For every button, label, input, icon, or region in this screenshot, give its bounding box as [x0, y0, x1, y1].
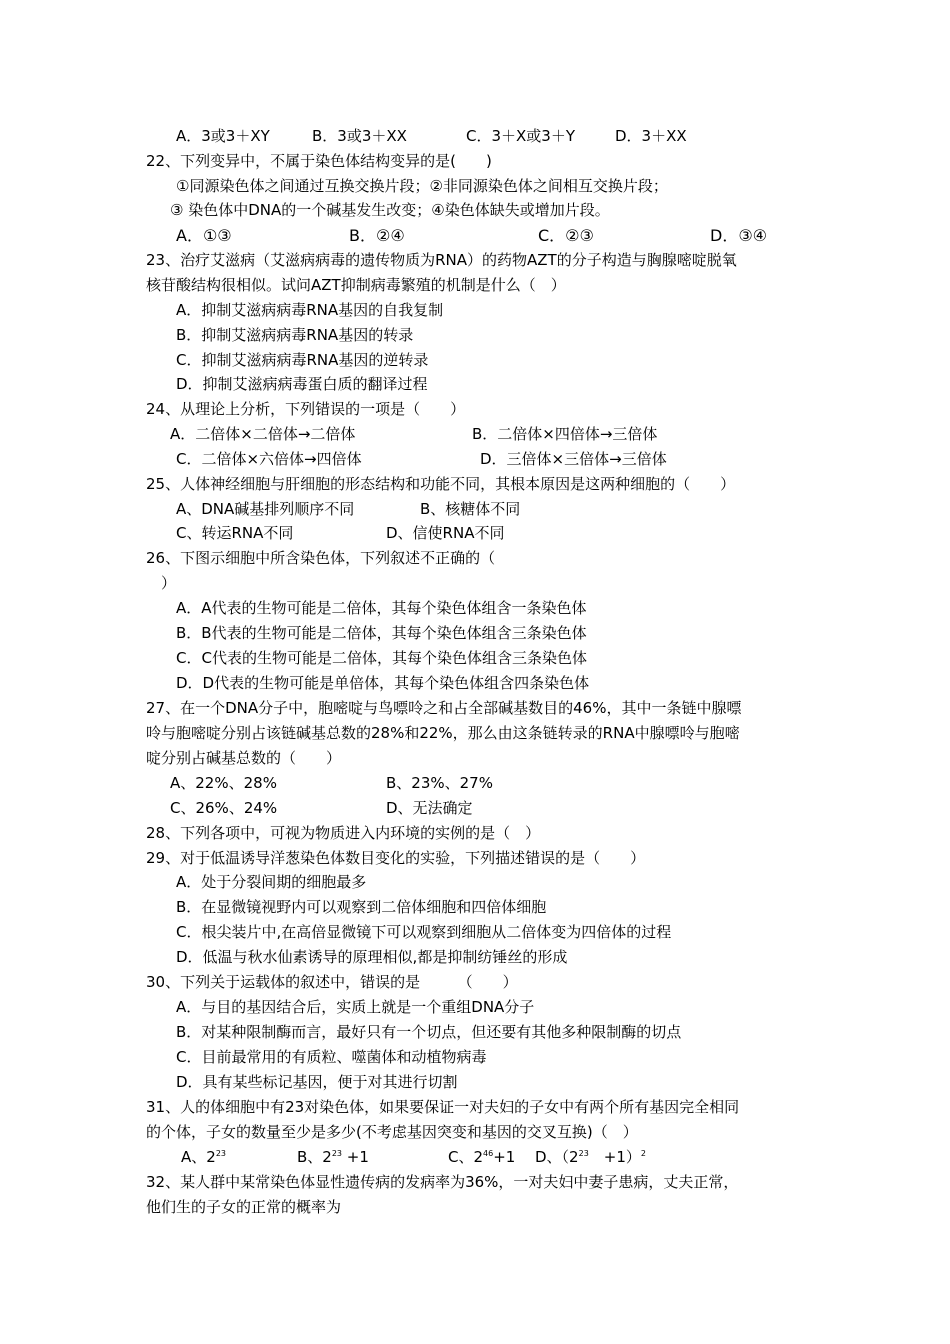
q26-stem: 26、下图示细胞中所含染色体，下列叙述不正确的（: [146, 549, 496, 567]
option-c: C．3＋X或3＋Y: [466, 127, 575, 145]
q25-stem: 25、人体神经细胞与肝细胞的形态结构和功能不同，其根本原因是这两种细胞的（ ）: [146, 475, 736, 493]
q30-option-b: B．对某种限制酶而言，最好只有一个切点，但还要有其他多种限制酶的切点: [176, 1023, 682, 1041]
q30-option-c: C．目前最常用的有质粒、噬菌体和动植物病毒: [176, 1048, 487, 1066]
q26-option-c: C．C代表的生物可能是二倍体，其每个染色体组含三条染色体: [176, 649, 587, 667]
q27-stem: 27、在一个DNA分子中，胞嘧啶与鸟嘌呤之和占全部碱基数目的46%，其中一条链中腺嘌: [146, 699, 742, 717]
option-b: B．②④: [349, 226, 405, 245]
option-a: A、22%、28%: [170, 774, 277, 792]
option-a: A．①③: [176, 226, 232, 245]
option-b: B、$2^{23} +1$: [297, 1148, 369, 1166]
q29-stem: 29、对于低温诱导洋葱染色体数目变化的实验，下列描述错误的是（ ）: [146, 849, 646, 867]
option-d: D．三倍体×三倍体→三倍体: [480, 450, 667, 468]
option-c: C、转运RNA不同: [176, 524, 294, 542]
q30-option-a: A．与目的基因结合后，实质上就是一个重组DNA分子: [176, 998, 535, 1016]
q32-stem: 他们生的子女的正常的概率为: [146, 1198, 342, 1216]
option-a: A．3或3＋XY: [176, 127, 270, 145]
option-d: D、信使RNA不同: [386, 524, 505, 542]
option-d: D、无法确定: [386, 799, 473, 817]
q22-statement: ③ 染色体中DNA的一个碱基发生改变；④染色体缺失或增加片段。: [170, 201, 610, 219]
q22-stem: 22、下列变异中，不属于染色体结构变异的是( ): [146, 152, 492, 170]
option-b: B．二倍体×四倍体→三倍体: [472, 425, 658, 443]
option-d: D．3＋XX: [615, 127, 687, 145]
option-c: C、26%、24%: [170, 799, 278, 817]
q29-option-b: B．在显微镜视野内可以观察到二倍体细胞和四倍体细胞: [176, 898, 547, 916]
q27-stem: 呤与胞嘧啶分别占该链碱基总数的28%和22%，那么由这条链转录的RNA中腺嘌呤与胞嘧: [146, 724, 740, 742]
option-b: B、核糖体不同: [420, 500, 521, 518]
option-c: C．二倍体×六倍体→四倍体: [176, 450, 362, 468]
q24-stem: 24、从理论上分析，下列错误的一项是（ ）: [146, 400, 466, 418]
q23-option-c: C．抑制艾滋病病毒RNA基因的逆转录: [176, 351, 429, 369]
option-a: A．二倍体×二倍体→二倍体: [170, 425, 356, 443]
q29-option-d: D．低温与秋水仙素诱导的原理相似,都是抑制纺锤丝的形成: [176, 948, 568, 966]
q28-stem: 28、下列各项中，可视为物质进入内环境的实例的是（ ）: [146, 824, 541, 842]
option-b: B．3或3＋XX: [312, 127, 407, 145]
q23-option-b: B．抑制艾滋病病毒RNA基因的转录: [176, 326, 414, 344]
option-a: A、DNA碱基排列顺序不同: [176, 500, 355, 518]
option-c: C、$2^{46}+1$: [448, 1148, 516, 1166]
q26-option-d: D．D代表的生物可能是单倍体，其每个染色体组含四条染色体: [176, 674, 590, 692]
q32-stem: 32、某人群中某常染色体显性遗传病的发病率为36%，一对夫妇中妻子患病，丈夫正常，: [146, 1173, 739, 1191]
option-d: D、（$2^{23}$ +1）$^2$: [535, 1148, 647, 1166]
q26-stem-paren: ）: [161, 574, 177, 592]
option-d: D．③④: [710, 226, 768, 245]
option-a: A、$2^{23}$: [181, 1148, 226, 1166]
q30-stem: 30、下列关于运载体的叙述中，错误的是 （ ）: [146, 973, 518, 991]
option-c: C．②③: [538, 226, 594, 245]
option-b: B、23%、27%: [386, 774, 493, 792]
q22-statement: ①同源染色体之间通过互换交换片段；②非同源染色体之间相互交换片段；: [176, 177, 668, 195]
q31-stem: 的个体，子女的数量至少是多少(不考虑基因突变和基因的交叉互换)（ ）: [146, 1123, 638, 1141]
q26-option-b: B．B代表的生物可能是二倍体，其每个染色体组含三条染色体: [176, 624, 587, 642]
q31-stem: 31、人的体细胞中有23对染色体，如果要保证一对夫妇的子女中有两个所有基因完全相同: [146, 1098, 740, 1116]
q27-stem: 啶分别占碱基总数的（ ）: [146, 749, 342, 767]
q23-option-a: A．抑制艾滋病病毒RNA基因的自我复制: [176, 301, 444, 319]
q26-option-a: A．A代表的生物可能是二倍体，其每个染色体组含一条染色体: [176, 599, 587, 617]
q23-option-d: D．抑制艾滋病病毒蛋白质的翻译过程: [176, 375, 428, 393]
q23-stem: 23、治疗艾滋病（艾滋病病毒的遗传物质为RNA）的药物AZT的分子构造与胸腺嘧啶脱氧: [146, 251, 737, 269]
q23-stem: 核苷酸结构很相似。试问AZT抑制病毒繁殖的机制是什么（ ）: [146, 276, 566, 294]
q30-option-d: D．具有某些标记基因，便于对其进行切割: [176, 1073, 458, 1091]
q29-option-a: A．处于分裂间期的细胞最多: [176, 873, 367, 891]
q29-option-c: C．根尖装片中,在高倍显微镜下可以观察到细胞从二倍体变为四倍体的过程: [176, 923, 672, 941]
